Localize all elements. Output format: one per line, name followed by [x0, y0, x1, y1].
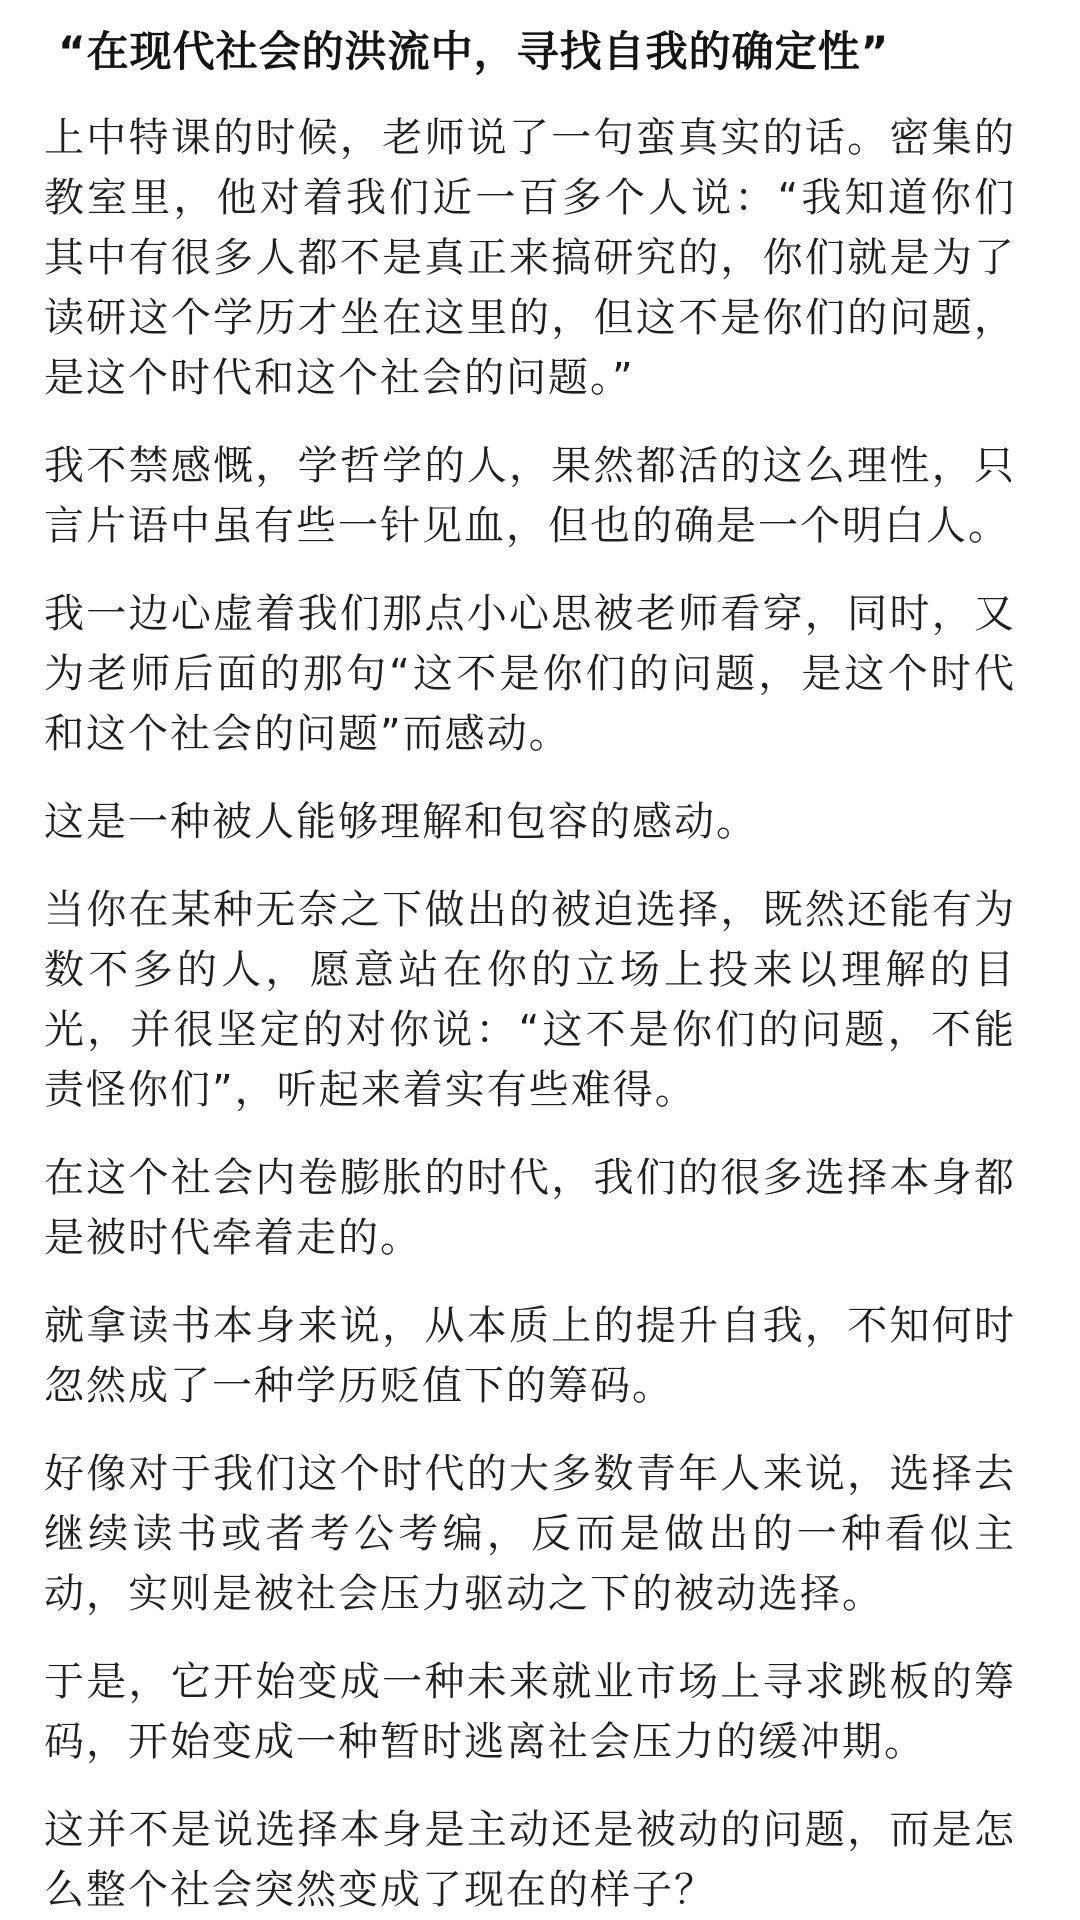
paragraph: 我不禁感慨，学哲学的人，果然都活的这么理性，只言片语中虽有些一针见血，但也的确是一个明白人。: [44, 443, 1016, 549]
paragraph: 于是，它开始变成一种未来就业市场上寻求跳板的筹码，开始变成一种暂时逃离社会压力的缓冲期。: [44, 1659, 1016, 1765]
paragraph: 就拿读书本身来说，从本质上的提升自我，不知何时忽然成了一种学历贬值下的筹码。: [44, 1303, 1016, 1409]
paragraph: 上中特课的时候，老师说了一句蛮真实的话。密集的教室里，他对着我们近一百多个人说：“我知道你们其中有很多人都不是真正来搞研究的，你们就是为了读研这个学历才坐在这里的，但这不是你们的问题，是这个时代和这个社会的问题。”: [44, 115, 1016, 401]
paragraph: 我一边心虚着我们那点小心思被老师看穿，同时，又为老师后面的那句“这不是你们的问题，是这个时代和这个社会的问题”而感动。: [44, 591, 1016, 757]
paragraph: 这并不是说选择本身是主动还是被动的问题，而是怎么整个社会突然变成了现在的样子？: [44, 1807, 1016, 1913]
paragraph: 这是一种被人能够理解和包容的感动。: [44, 799, 758, 845]
article-body: [44, 108, 1016, 1920]
paragraph: 在这个社会内卷膨胀的时代，我们的很多选择本身都是被时代牵着走的。: [44, 1155, 1016, 1261]
article-title: “在现代社会的洪流中，寻找自我的确定性”: [58, 27, 890, 76]
paragraph: 好像对于我们这个时代的大多数青年人来说，选择去继续读书或者考公考编，反而是做出的一种看似主动，实则是被社会压力驱动之下的被动选择。: [44, 1451, 1016, 1617]
paragraph: 当你在某种无奈之下做出的被迫选择，既然还能有为数不多的人，愿意站在你的立场上投来以理解的目光，并很坚定的对你说：“这不是你们的问题，不能责怪你们”，听起来着实有些难得。: [44, 887, 1016, 1113]
